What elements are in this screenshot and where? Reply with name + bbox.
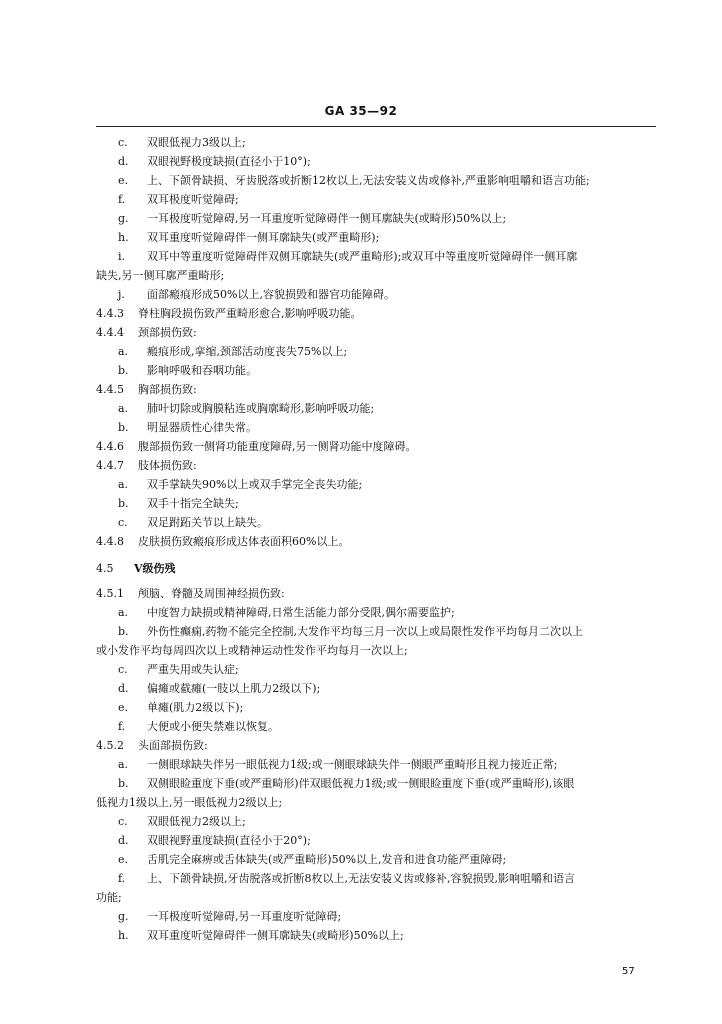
list-item-text: 上、下颌骨缺损、牙齿脱落或折断12枚以上,无法安装义齿或修补,严重影响咀嚼和语言功能;	[147, 174, 590, 187]
list-item-marker: a.	[118, 345, 129, 358]
list-item-marker: e.	[118, 174, 129, 187]
list-item	[0, 679, 722, 698]
list-item-marker: c.	[118, 663, 128, 676]
list-item-marker: b.	[118, 497, 129, 510]
list-item-text: 双手十指完全缺失;	[147, 497, 239, 510]
list-item-marker: c.	[118, 136, 128, 149]
list-item-text: 双耳重度听觉障碍伴一侧耳廓缺失(或严重畸形);	[147, 231, 380, 244]
list-item-text: 一耳极度听觉障碍,另一耳重度听觉障碍;	[147, 910, 342, 923]
list-item-marker: h.	[118, 231, 129, 244]
list-item	[0, 133, 722, 152]
list-item-marker: g.	[118, 212, 129, 225]
list-item-marker: c.	[118, 815, 128, 828]
list-item-marker: a.	[118, 478, 129, 491]
document-body	[0, 133, 722, 945]
list-item	[0, 717, 722, 736]
clause-line	[0, 532, 722, 551]
continuation-text: 低视力1级以上,另一眼低视力2级以上;	[96, 796, 283, 809]
list-item	[0, 622, 722, 641]
list-item-text: 双眼视野重度缺损(直径小于20°);	[147, 834, 311, 847]
list-item-marker: c.	[118, 516, 128, 529]
list-item	[0, 152, 722, 171]
list-item-marker: b.	[118, 777, 129, 790]
clause-text: 颅脑、脊髓及周围神经损伤致:	[138, 587, 285, 600]
list-item	[0, 399, 722, 418]
list-item	[0, 494, 722, 513]
clause-line	[0, 584, 722, 603]
list-item-marker: e.	[118, 701, 129, 714]
list-item	[0, 418, 722, 437]
list-item	[0, 774, 722, 793]
list-item	[0, 660, 722, 679]
list-item-text: 双眼低视力2级以上;	[147, 815, 246, 828]
list-item-marker: d.	[118, 155, 129, 168]
list-item-continuation	[0, 888, 722, 907]
continuation-text: 缺失,另一侧耳廓严重畸形;	[96, 269, 225, 282]
list-item	[0, 812, 722, 831]
continuation-text: 或小发作平均每周四次以上或精神运动性发作平均每月一次以上;	[96, 644, 408, 657]
clause-number: 4.4.7	[96, 459, 124, 472]
list-item-marker: i.	[118, 250, 126, 263]
list-item	[0, 603, 722, 622]
list-item	[0, 228, 722, 247]
clause-line	[0, 437, 722, 456]
clause-line	[0, 323, 722, 342]
list-item-marker: b.	[118, 421, 129, 434]
clause-number: 4.4.4	[96, 326, 124, 339]
list-item	[0, 926, 722, 945]
list-item-text: 双手掌缺失90%以上或双手掌完全丧失功能;	[147, 478, 363, 491]
clause-number: 4.5.2	[96, 739, 124, 752]
list-item-text: 严重失用或失认症;	[147, 663, 239, 676]
clause-text: 肢体损伤致:	[138, 459, 197, 472]
list-item-text: 偏瘫或截瘫(一肢以上肌力2级以下);	[147, 682, 321, 695]
list-item-marker: j.	[118, 288, 125, 301]
list-item	[0, 850, 722, 869]
clause-number: 4.5.1	[96, 587, 124, 600]
list-item-marker: b.	[118, 364, 129, 377]
list-item-marker: h.	[118, 929, 129, 942]
list-item-text: 中度智力缺损或精神障碍,日常生活能力部分受限,偶尔需要监护;	[147, 606, 455, 619]
list-item-text: 一耳极度听觉障碍,另一耳重度听觉障碍伴一侧耳廓缺失(或畸形)50%以上;	[147, 212, 507, 225]
list-item-text: 上、下颌骨缺损,牙齿脱落或折断8枚以上,无法安装义齿或修补,容貌损毁,影响咀嚼和语言	[147, 872, 575, 885]
list-item-marker: g.	[118, 910, 129, 923]
list-item-text: 双眼低视力3级以上;	[147, 136, 246, 149]
clause-text: 胸部损伤致:	[138, 383, 197, 396]
clause-number: 4.4.8	[96, 535, 124, 548]
list-item	[0, 907, 722, 926]
header-rule	[96, 126, 656, 127]
clause-number: 4.4.3	[96, 307, 124, 320]
clause-text: 皮肤损伤致瘢痕形成达体表面积60%以上。	[138, 535, 350, 548]
list-item-continuation	[0, 641, 722, 660]
list-item	[0, 698, 722, 717]
list-item	[0, 361, 722, 380]
list-item-text: 明显器质性心律失常。	[147, 421, 257, 434]
list-item-marker: a.	[118, 606, 129, 619]
page-number: 57	[622, 966, 635, 977]
list-item-text: 影响呼吸和吞咽功能。	[147, 364, 257, 377]
clause-line	[0, 456, 722, 475]
list-item-marker: b.	[118, 625, 129, 638]
list-item-text: 一侧眼球缺失伴另一眼低视力1级;或一侧眼球缺失伴一侧眼严重畸形且视力接近正常;	[147, 758, 558, 771]
clause-number: 4.4.6	[96, 440, 124, 453]
document-header: GA 35—92	[324, 104, 398, 118]
list-item-marker: f.	[118, 720, 126, 733]
list-item-text: 肺叶切除或胸膜粘连或胸廓畸形,影响呼吸功能;	[147, 402, 375, 415]
list-item-text: 双眼视野极度缺损(直径小于10°);	[147, 155, 311, 168]
clause-number: 4.4.5	[96, 383, 124, 396]
list-item	[0, 513, 722, 532]
list-item	[0, 285, 722, 304]
list-item	[0, 247, 722, 266]
list-item-text: 双耳极度听觉障碍;	[147, 193, 239, 206]
list-item	[0, 171, 722, 190]
list-item-text: 双侧眼睑重度下垂(或严重畸形)伴双眼低视力1级;或一侧眼睑重度下垂(或严重畸形),该眼	[147, 777, 575, 790]
list-item-marker: e.	[118, 853, 129, 866]
list-item-continuation	[0, 793, 722, 812]
list-item-continuation	[0, 266, 722, 285]
list-item-text: 双足跗跖关节以上缺失。	[147, 516, 268, 529]
list-item-text: 舌肌完全麻痹或舌体缺失(或严重畸形)50%以上,发音和进食功能严重障碍;	[147, 853, 507, 866]
list-item-marker: a.	[118, 758, 129, 771]
section-heading	[0, 559, 722, 578]
list-item-marker: f.	[118, 872, 126, 885]
clause-line	[0, 304, 722, 323]
list-item	[0, 190, 722, 209]
list-item-text: 面部瘢痕形成50%以上,容貌损毁和器官功能障碍。	[147, 288, 395, 301]
section-number: 4.5	[96, 562, 114, 575]
list-item-text: 双耳重度听觉障碍伴一侧耳廓缺失(或畸形)50%以上;	[147, 929, 404, 942]
list-item-marker: a.	[118, 402, 129, 415]
section-title: Ⅴ级伤残	[134, 562, 176, 575]
list-item-text: 大便或小便失禁难以恢复。	[147, 720, 279, 733]
list-item-marker: d.	[118, 682, 129, 695]
list-item	[0, 342, 722, 361]
clause-text: 腹部损伤致一侧肾功能重度障碍,另一侧肾功能中度障碍。	[138, 440, 417, 453]
list-item	[0, 209, 722, 228]
list-item-marker: f.	[118, 193, 126, 206]
list-item-text: 瘢痕形成,挛缩,颈部活动度丧失75%以上;	[147, 345, 348, 358]
list-item	[0, 869, 722, 888]
list-item-text: 单瘫(肌力2级以下);	[147, 701, 244, 714]
continuation-text: 功能;	[96, 891, 122, 904]
list-item-text: 双耳中等重度听觉障碍伴双侧耳廓缺失(或严重畸形);或双耳中等重度听觉障碍伴一侧耳廓	[147, 250, 578, 263]
clause-line	[0, 380, 722, 399]
list-item	[0, 831, 722, 850]
list-item	[0, 475, 722, 494]
list-item-text: 外伤性癫痫,药物不能完全控制,大发作平均每三月一次以上或局限性发作平均每月二次以上	[147, 625, 583, 638]
list-item-marker: d.	[118, 834, 129, 847]
list-item	[0, 755, 722, 774]
clause-text: 头面部损伤致:	[138, 739, 208, 752]
clause-line	[0, 736, 722, 755]
clause-text: 脊柱胸段损伤致严重畸形愈合,影响呼吸功能。	[138, 307, 362, 320]
clause-text: 颈部损伤致:	[138, 326, 197, 339]
